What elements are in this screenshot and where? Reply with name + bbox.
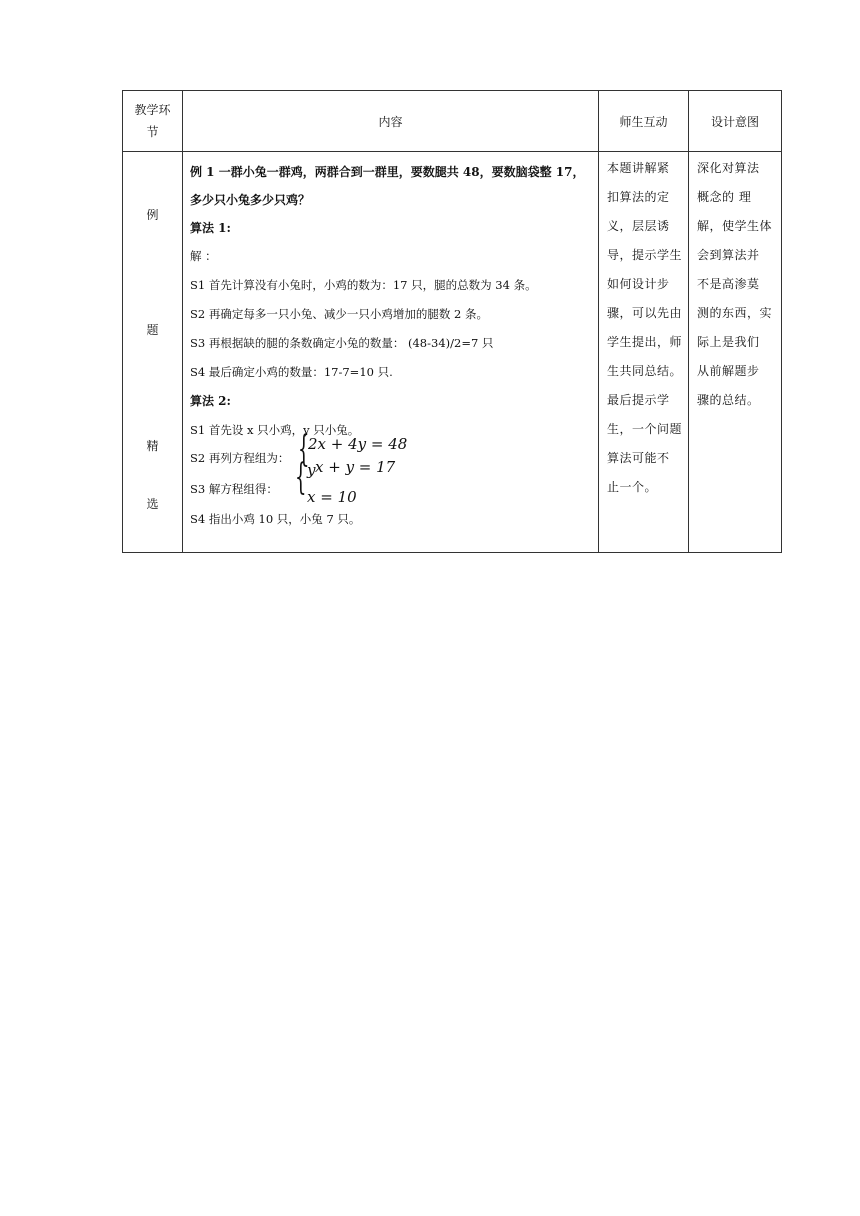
header-design: 设计意图 — [689, 91, 782, 152]
design-line: 际上是我们 — [697, 335, 760, 349]
interaction-line: 导，提示学生 — [607, 248, 683, 262]
stage-cell — [123, 152, 183, 553]
design-line: 解，使学生体 — [697, 219, 773, 233]
interaction-line: 骤，可以先由 — [607, 306, 683, 320]
design-line: 深化对算法 — [697, 161, 760, 175]
interaction-line: 学生提出，师 — [607, 335, 683, 349]
header-stage-line1: 教学环 — [134, 103, 171, 117]
lesson-table — [122, 90, 782, 553]
interaction-line: 生，一个问题 — [607, 422, 683, 436]
header-row — [123, 91, 782, 152]
interaction-line: 生共同总结。 — [607, 364, 683, 378]
design-cell — [689, 152, 782, 553]
alg2-step-4: S4 指出小鸡 10 只，小兔 7 只。 — [190, 512, 361, 526]
interaction-text — [599, 152, 688, 502]
header-stage — [123, 91, 183, 152]
stage-char-2: 题 — [146, 323, 159, 337]
interaction-line: 如何设计步 — [607, 277, 670, 291]
header-content: 内容 — [183, 91, 599, 152]
stage-char-3: 精 — [146, 439, 159, 453]
header-interaction: 师生互动 — [599, 91, 689, 152]
alg1-step-4: S4 最后确定小鸡的数量：17-7=10 只. — [190, 365, 393, 379]
design-line: 从前解题步 — [697, 364, 760, 378]
body-row — [123, 152, 782, 553]
interaction-line: 义，层层诱 — [607, 219, 670, 233]
algorithm-1-title: 算法 1: — [190, 221, 231, 235]
alg1-step-3: S3 再根据缺的腿的条数确定小兔的数量： (48-34)/2=7 只 — [190, 336, 494, 350]
interaction-line: 本题讲解紧 — [607, 161, 670, 175]
header-stage-line2: 节 — [146, 125, 159, 139]
example-line-2: 多少只小兔多少只鸡？ — [190, 193, 311, 207]
algorithm-2-title: 算法 2: — [190, 394, 231, 408]
interaction-line: 最后提示学 — [607, 393, 670, 407]
equation-brace-1: { — [298, 429, 310, 470]
alg1-step-1: S1 首先计算没有小兔时，小鸡的数为：17 只，腿的总数为 34 条。 — [190, 278, 537, 292]
design-line: 会到算法并 — [697, 248, 760, 262]
interaction-line: 算法可能不 — [607, 451, 670, 465]
equation-2-prefix: y — [307, 461, 316, 479]
alg2-step-3: S3 解方程组得： — [190, 482, 278, 496]
alg2-step-1: S1 首先设 x 只小鸡，y 只小兔。 — [190, 423, 360, 437]
example-line-1: 例 1 一群小兔一群鸡，两群合到一群里，要数腿共 48，要数脑袋整 17， — [190, 165, 585, 179]
interaction-line: 扣算法的定 — [607, 190, 670, 204]
equation-brace-2: { — [295, 457, 307, 498]
design-line: 骤的总结。 — [697, 393, 760, 407]
alg2-step-2: S2 再列方程组为： — [190, 451, 290, 465]
equation-1: 2x + 4y = 48 — [308, 435, 408, 453]
equation-2: x + y = 17 — [315, 458, 396, 476]
solve-label: 解 ： — [190, 249, 217, 263]
interaction-cell — [599, 152, 689, 553]
design-line: 不是高渗莫 — [697, 277, 760, 291]
design-line: 测的东西，实 — [697, 306, 773, 320]
design-line: 概念的 理 — [697, 190, 752, 204]
stage-char-4: 选 — [146, 497, 159, 511]
alg1-step-2: S2 再确定每多一只小兔、减少一只小鸡增加的腿数 2 条。 — [190, 307, 488, 321]
equation-3: x = 10 — [307, 488, 357, 506]
stage-char-1: 例 — [146, 208, 159, 222]
content-cell — [183, 152, 599, 553]
design-text — [689, 152, 781, 415]
interaction-line: 止一个。 — [607, 480, 658, 494]
